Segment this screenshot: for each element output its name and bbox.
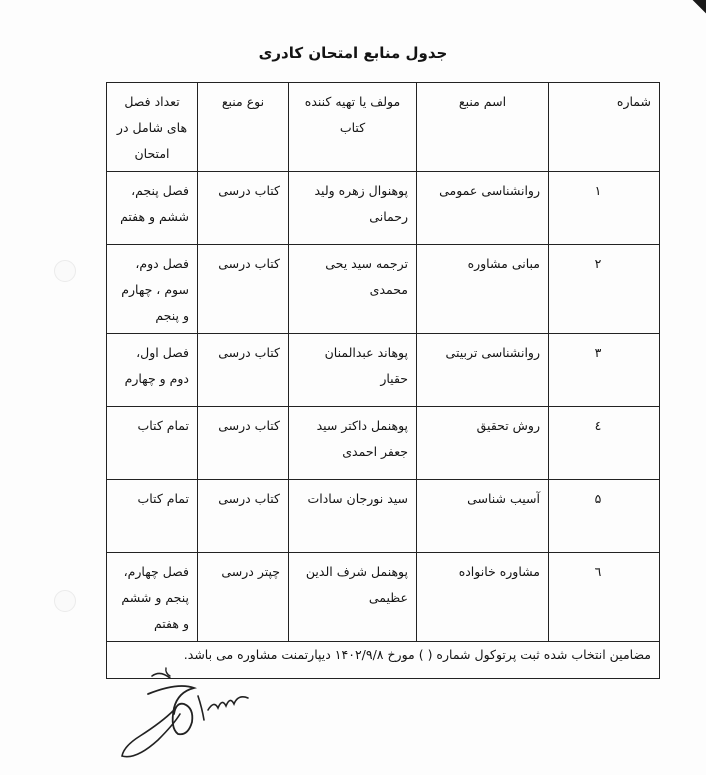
- cell-source-name: روش تحقیق: [417, 407, 549, 480]
- table-row: [107, 245, 660, 334]
- table-row: [107, 480, 660, 553]
- page-title: جدول منابع امتحان کادری: [258, 44, 448, 62]
- cell-author: پوهنمل شرف الدین عظیمی: [289, 553, 417, 642]
- cell-number: ٦: [549, 553, 660, 642]
- table-row: [107, 172, 660, 245]
- cell-chapters: فصل اول، دوم و چهارم: [107, 334, 198, 407]
- cell-chapters: فصل دوم، سوم ، چهارم و پنجم: [107, 245, 198, 334]
- header-author: مولف یا تهیه کننده کتاب: [289, 83, 417, 172]
- table-row: [107, 553, 660, 642]
- punch-hole: [54, 590, 76, 612]
- cell-source-name: مشاوره خانواده: [417, 553, 549, 642]
- cell-number: ٤: [549, 407, 660, 480]
- cell-number: ۱: [549, 172, 660, 245]
- header-source-name: اسم منبع: [417, 83, 549, 172]
- cell-author: پوهاند عبدالمنان حقیار: [289, 334, 417, 407]
- cell-source-type: کتاب درسی: [198, 172, 289, 245]
- cell-source-name: روانشناسی تربیتی: [417, 334, 549, 407]
- header-number: شماره: [549, 83, 660, 172]
- cell-source-name: آسیب شناسی: [417, 480, 549, 553]
- punch-hole: [54, 260, 76, 282]
- cell-author: ترجمه سید یحی محمدی: [289, 245, 417, 334]
- cell-source-type: کتاب درسی: [198, 407, 289, 480]
- cell-number: ۵: [549, 480, 660, 553]
- table-row: [107, 407, 660, 480]
- cell-source-type: کتاب درسی: [198, 334, 289, 407]
- cell-source-name: روانشناسی عمومی: [417, 172, 549, 245]
- cell-source-name: مبانی مشاوره: [417, 245, 549, 334]
- corner-mark: [684, 0, 706, 22]
- cell-chapters: تمام کتاب: [107, 407, 198, 480]
- cell-chapters: تمام کتاب: [107, 480, 198, 553]
- header-chapters: تعداد فصل های شامل در امتحان: [107, 83, 198, 172]
- header-row: [107, 83, 660, 172]
- cell-source-type: کتاب درسی: [198, 480, 289, 553]
- cell-chapters: فصل پنجم، ششم و هفتم: [107, 172, 198, 245]
- sources-table: [106, 82, 660, 679]
- cell-chapters: فصل چهارم، پنجم و ششم و هفتم: [107, 553, 198, 642]
- header-source-type: نوع منبع: [198, 83, 289, 172]
- cell-number: ۲: [549, 245, 660, 334]
- cell-source-type: کتاب درسی: [198, 245, 289, 334]
- cell-author: پوهنوال زهره ولید رحمانی: [289, 172, 417, 245]
- cell-number: ۳: [549, 334, 660, 407]
- table-row: [107, 334, 660, 407]
- cell-author: سید نورجان سادات: [289, 480, 417, 553]
- signature: [118, 664, 268, 764]
- cell-source-type: چپتر درسی: [198, 553, 289, 642]
- footer-note: مضامین انتخاب شده ثبت پرتوکول شماره ( ) مورخ ۱۴۰۲/۹/۸ دیپارتمنت مشاوره می باشد.: [107, 642, 660, 679]
- cell-author: پوهنمل داکتر سید جعفر احمدی: [289, 407, 417, 480]
